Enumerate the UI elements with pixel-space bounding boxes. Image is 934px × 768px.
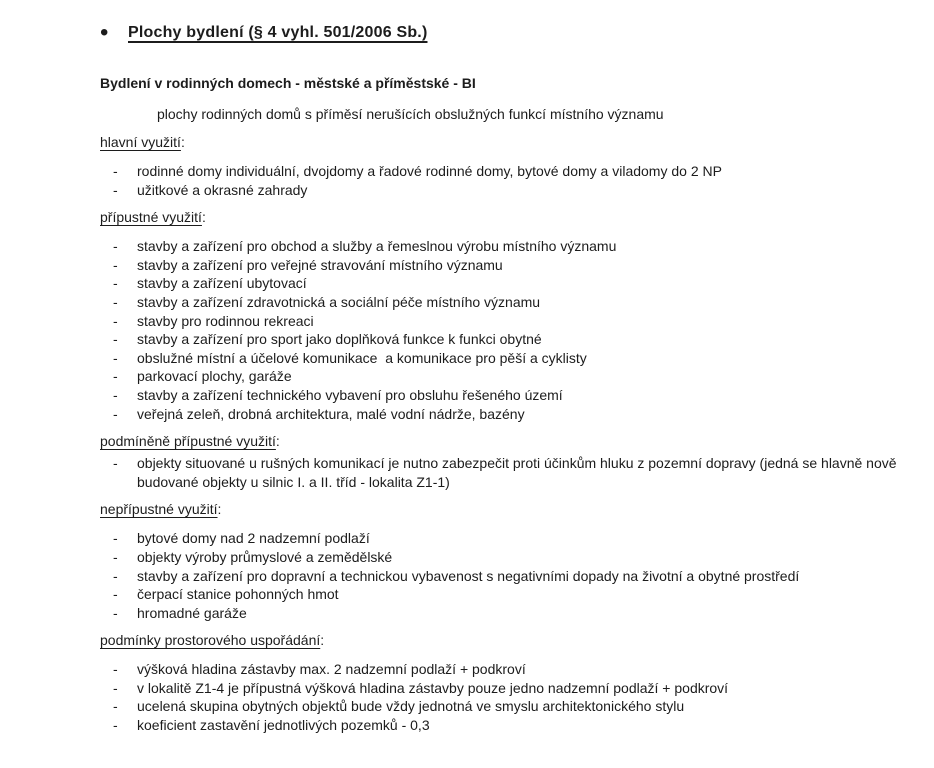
list-item [113, 237, 904, 256]
list-item [113, 604, 904, 623]
list-item [113, 293, 904, 312]
list-item-text: stavby a zařízení zdravotnická a sociální péče místního významu [137, 293, 541, 310]
sections-container [100, 133, 904, 735]
zone-subtitle: Bydlení v rodinných domech - městské a příměstské - BI [100, 75, 476, 91]
item-list [100, 237, 904, 423]
section-label-colon: : [217, 501, 222, 518]
list-item [113, 716, 904, 735]
list-marker: - [113, 275, 118, 292]
list-item-text: obslužné místní a účelové komunikace a komunikace pro pěší a cyklisty [137, 349, 587, 366]
list-item [113, 697, 904, 716]
usage-section [100, 432, 904, 491]
list-item-text: ucelená skupina obytných objektů bude vždy jednotná ve smyslu architektonického stylu [137, 698, 685, 715]
list-item [113, 454, 904, 491]
list-item-text: stavby a zařízení ubytovací [137, 275, 307, 292]
list-item-text: objekty situované u rušných komunikací je nutno zabezpečit proti účinkům hluku z pozemní dopravy (jedná se hlavně nově budované objekty u silnic I. a II. tříd - lokalita Z1-1) [137, 455, 901, 490]
list-item-text: užitkové a okrasné zahrady [137, 181, 308, 198]
usage-section [100, 133, 904, 199]
list-marker: - [113, 386, 118, 403]
list-marker: - [113, 661, 118, 678]
list-marker: - [113, 331, 118, 348]
list-item-text: rodinné domy individuální, dvojdomy a řadové rodinné domy, bytové domy a viladomy do 2 NP [137, 163, 722, 179]
section-label [100, 500, 904, 519]
intro-text: plochy rodinných domů s příměsí nerušících obslužných funkcí místního významu [157, 106, 664, 122]
list-item-text: stavby pro rodinnou rekreaci [137, 312, 314, 329]
list-marker: - [113, 586, 118, 603]
item-list [100, 660, 904, 734]
usage-section [100, 631, 904, 734]
section-label-text: přípustné využití [100, 209, 202, 226]
list-marker: - [113, 698, 118, 715]
list-marker: - [113, 405, 118, 422]
section-label-colon: : [320, 632, 325, 649]
page-title: Plochy bydlení (§ 4 vyhl. 501/2006 Sb.) [128, 24, 428, 41]
section-label-colon: : [180, 134, 185, 150]
list-item [113, 529, 904, 548]
list-item [113, 567, 904, 586]
list-item [113, 349, 904, 368]
list-item [113, 312, 904, 331]
list-item-text: stavby a zařízení technického vybavení pro obsluhu řešeného území [137, 386, 563, 403]
list-marker: - [113, 455, 118, 472]
list-item [113, 330, 904, 349]
list-marker: - [113, 312, 118, 329]
list-item [113, 162, 904, 181]
list-item [113, 274, 904, 293]
list-item [113, 660, 904, 679]
list-marker: - [113, 679, 118, 696]
bullet-icon: • [100, 19, 109, 46]
list-item-text: parkovací plochy, garáže [137, 368, 292, 385]
list-item [113, 548, 904, 567]
list-item [113, 181, 904, 200]
list-marker: - [113, 349, 118, 366]
list-marker: - [113, 293, 118, 310]
section-label [100, 631, 904, 650]
list-marker: - [113, 530, 118, 547]
item-list [100, 529, 904, 622]
list-item [113, 679, 904, 698]
usage-section [100, 500, 904, 622]
list-item-text: objekty výroby průmyslové a zemědělské [137, 548, 393, 565]
list-marker: - [113, 238, 118, 255]
list-item-text: stavby a zařízení pro sport jako doplňková funkce k funkci obytné [137, 331, 542, 348]
list-item-text: výšková hladina zástavby max. 2 nadzemní podlaží + podkroví [137, 661, 526, 678]
list-item-text: čerpací stanice pohonných hmot [137, 586, 339, 603]
list-item-text: veřejná zeleň, drobná architektura, malé vodní nádrže, bazény [137, 405, 525, 422]
list-item [113, 405, 904, 424]
section-label-colon: : [201, 209, 206, 226]
section-label [100, 432, 904, 451]
section-label-text: hlavní využití [100, 134, 181, 150]
section-label-text: podmíněně přípustné využití [100, 433, 276, 450]
item-list [100, 454, 904, 491]
list-marker: - [113, 717, 118, 734]
title-row [100, 19, 904, 46]
list-marker: - [113, 604, 118, 621]
list-item [113, 386, 904, 405]
list-item [113, 367, 904, 386]
section-label-colon: : [275, 433, 280, 450]
list-marker: - [113, 163, 118, 179]
list-item [113, 256, 904, 275]
list-item-text: stavby a zařízení pro veřejné stravování místního významu [137, 256, 503, 273]
list-item-text: hromadné garáže [137, 604, 247, 621]
item-list [100, 162, 904, 199]
list-item-text: v lokalitě Z1-4 je přípustná výšková hladina zástavby pouze jedno nadzemní podlaží + podkroví [137, 679, 729, 696]
usage-section [100, 208, 904, 423]
section-label-text: nepřípustné využití [100, 501, 218, 518]
list-marker: - [113, 256, 118, 273]
list-item-text: stavby a zařízení pro obchod a služby a řemeslnou výrobu místního významu [137, 238, 617, 255]
section-label [100, 133, 904, 152]
section-label [100, 208, 904, 227]
list-marker: - [113, 548, 118, 565]
list-item-text: koeficient zastavění jednotlivých pozemků - 0,3 [137, 717, 430, 734]
list-marker: - [113, 181, 118, 198]
list-item-text: stavby a zařízení pro dopravní a technickou vybavenost s negativními dopady na životní a obytné prostředí [137, 567, 800, 584]
list-marker: - [113, 368, 118, 385]
list-item [113, 585, 904, 604]
list-marker: - [113, 567, 118, 584]
section-label-text: podmínky prostorového uspořádání [100, 632, 321, 649]
list-item-text: bytové domy nad 2 nadzemní podlaží [137, 530, 370, 547]
